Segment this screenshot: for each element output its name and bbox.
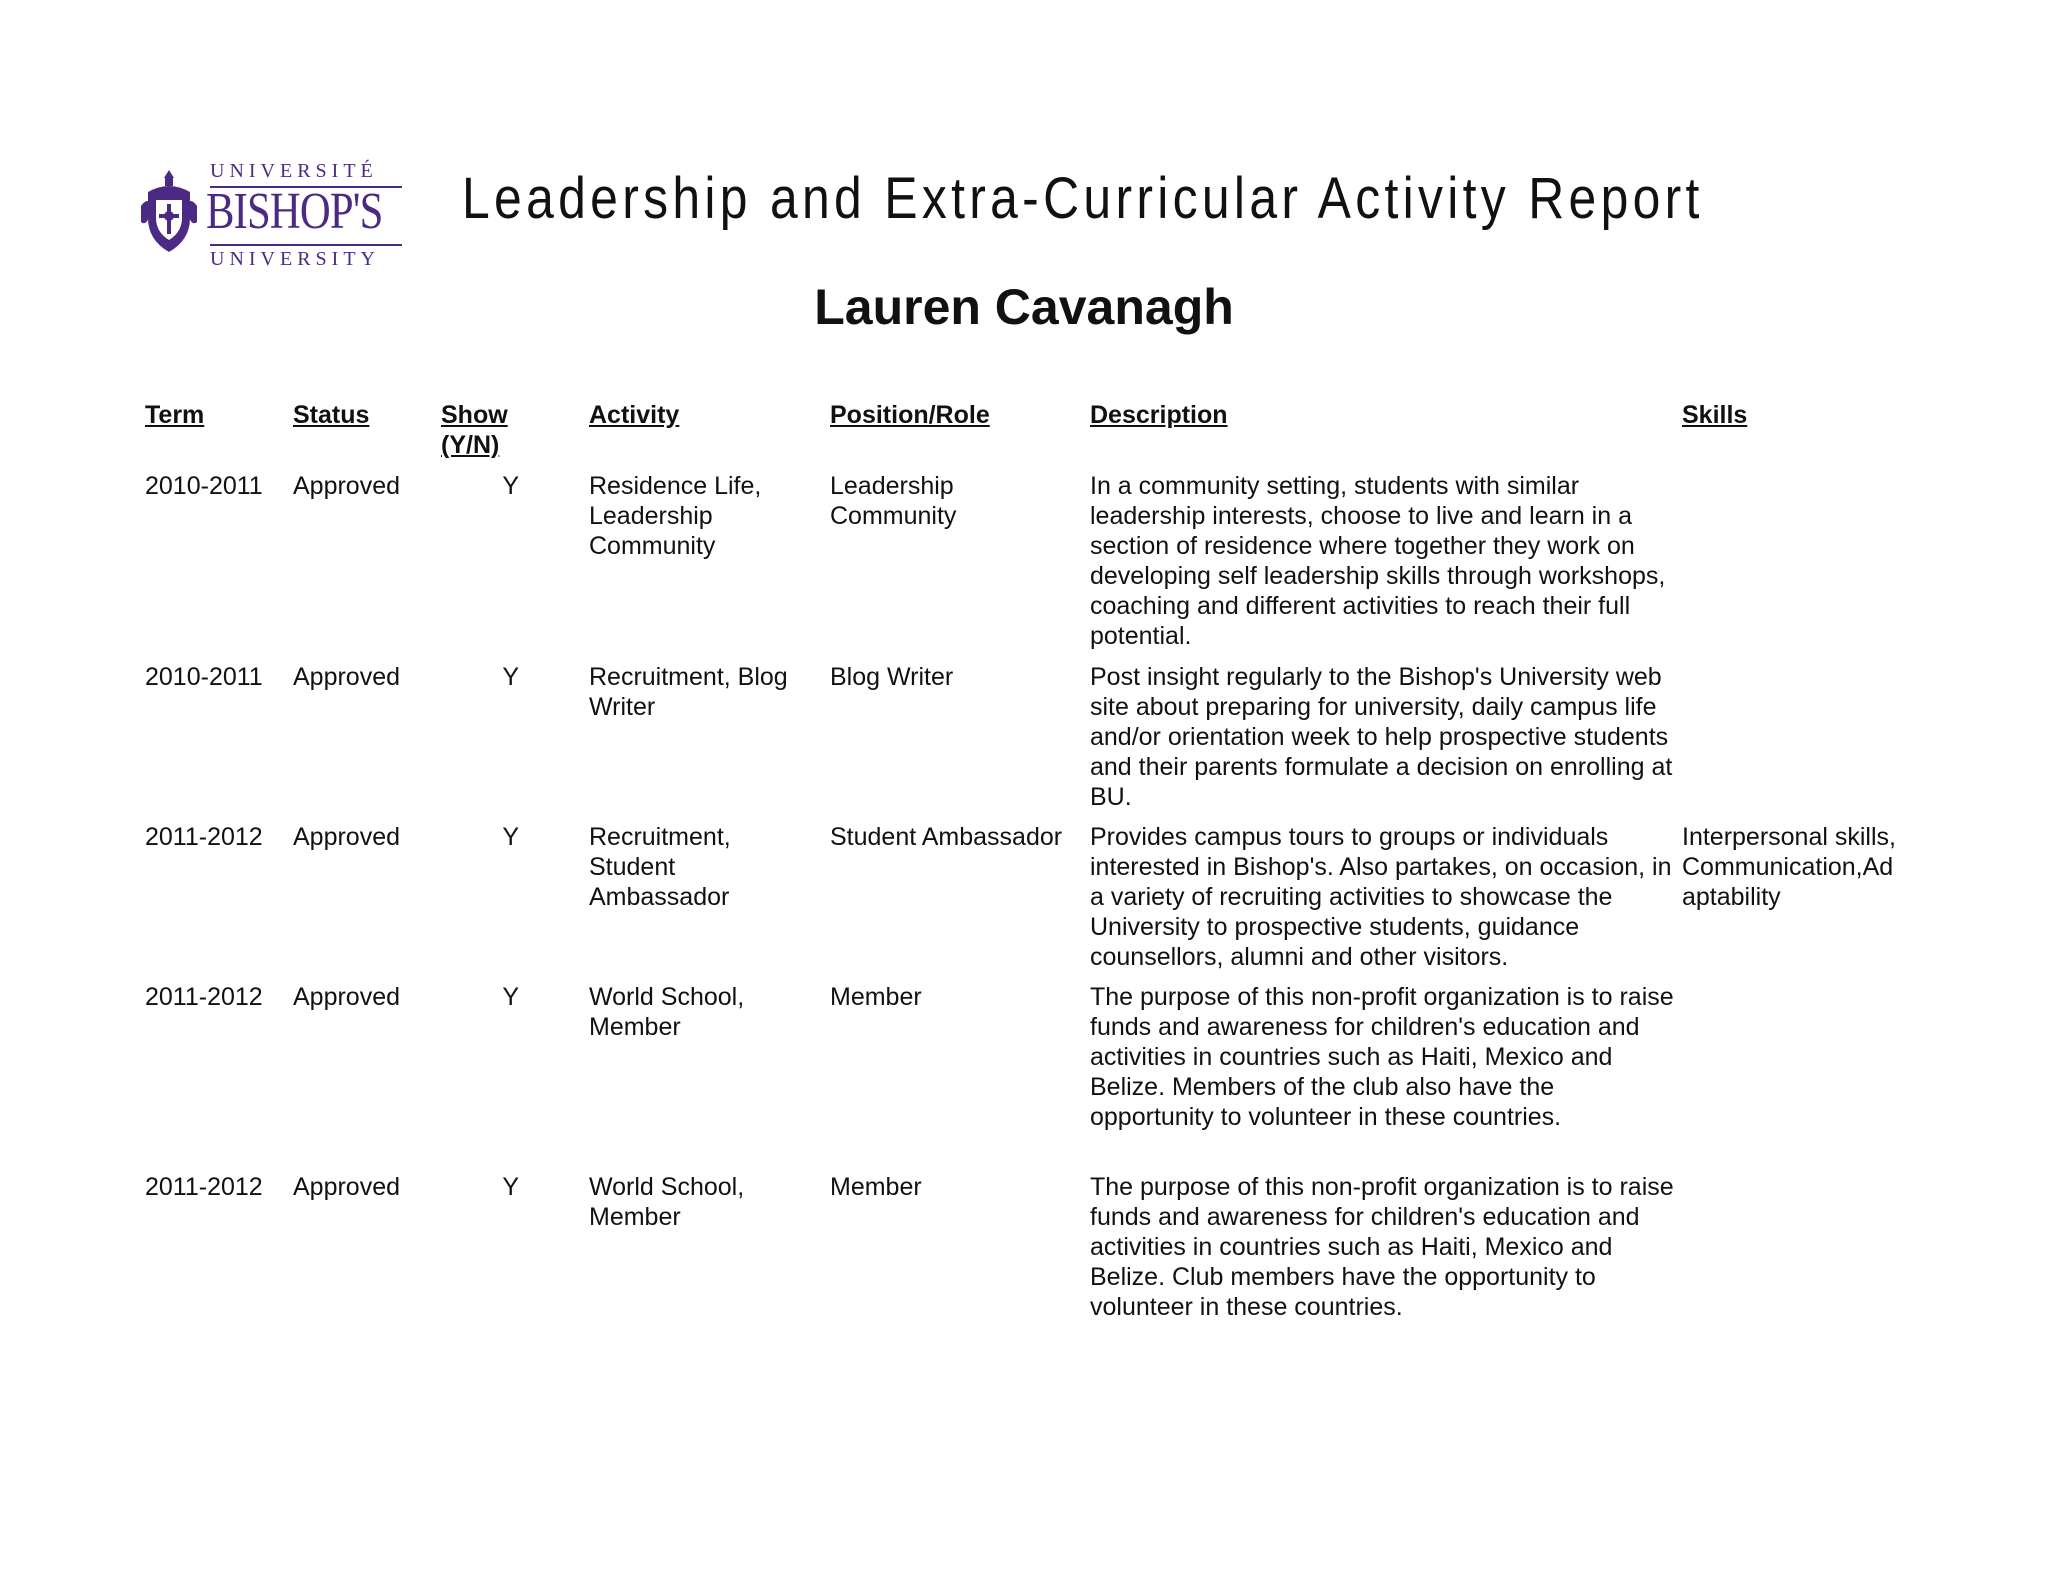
logo-rule <box>210 244 402 246</box>
cell-show: Y <box>502 472 519 500</box>
cell-status: Approved <box>293 1173 401 1201</box>
cell-activity: Recruitment, Student Ambassador <box>589 823 731 911</box>
cell-term: 2011-2012 <box>145 1173 263 1201</box>
cell-status: Approved <box>293 823 401 851</box>
cell-description: Provides campus tours to groups or individuals interested in Bishop's. Also partakes, on occasion, in a variety of recruiting activities to showcase the University to prospective students, guidance counsellors, alumni and other visitors. <box>1090 823 1672 971</box>
cell-term: 2010-2011 <box>145 663 263 691</box>
cell-activity: Recruitment, Blog Writer <box>589 663 788 721</box>
cell-status: Approved <box>293 983 401 1011</box>
report-title: Leadership and Extra-Curricular Activity Report <box>462 166 1704 231</box>
cell-status: Approved <box>293 663 401 691</box>
cell-show: Y <box>502 823 519 851</box>
cell-status: Approved <box>293 472 401 500</box>
header-skills: Skills <box>1682 401 1748 429</box>
cell-position: Member <box>830 983 922 1011</box>
cell-description: The purpose of this non-profit organization is to raise funds and awareness for children's education and activities in countries such as Haiti, Mexico and Belize. Club members have the opportunity to volunteer in these countries. <box>1090 1173 1674 1321</box>
header-status: Status <box>293 401 370 429</box>
cell-description: The purpose of this non-profit organization is to raise funds and awareness for children's education and activities in countries such as Haiti, Mexico and Belize. Members of the club also have the opportunity to volunteer in these countries. <box>1090 983 1674 1131</box>
cell-term: 2011-2012 <box>145 823 263 851</box>
cell-term: 2011-2012 <box>145 983 263 1011</box>
cell-description: In a community setting, students with similar leadership interests, choose to live and learn in a section of residence where together they work on developing self leadership skills through workshops, coaching and different activities to reach their full potential. <box>1090 472 1666 650</box>
cell-position: Leadership Community <box>830 472 957 530</box>
cell-position: Student Ambassador <box>830 823 1063 851</box>
cell-description: Post insight regularly to the Bishop's University web site about preparing for university, daily campus life and/or orientation week to help prospective students and their parents formulate a decision on enrolling at BU. <box>1090 663 1673 811</box>
cell-activity: World School, Member <box>589 1173 745 1231</box>
cell-show: Y <box>502 983 519 1011</box>
cell-show: Y <box>502 663 519 691</box>
cell-position: Blog Writer <box>830 663 954 691</box>
cell-show: Y <box>502 1173 519 1201</box>
logo-top-text: UNIVERSITÉ <box>210 160 378 182</box>
header-description: Description <box>1090 401 1228 429</box>
cell-term: 2010-2011 <box>145 472 263 500</box>
header-term: Term <box>145 401 205 429</box>
header-activity: Activity <box>589 401 680 429</box>
header-show: Show (Y/N) <box>441 401 508 459</box>
person-name: Lauren Cavanagh <box>814 279 1234 335</box>
logo-bottom-text: UNIVERSITY <box>210 248 380 270</box>
cell-skills: Interpersonal skills,Communication,Adaptability <box>1682 823 1896 911</box>
cell-position: Member <box>830 1173 922 1201</box>
header-position: Position/Role <box>830 401 990 429</box>
university-logo <box>138 158 408 274</box>
logo-main-text: BISHOP'S <box>206 183 383 240</box>
cell-activity: World School, Member <box>589 983 745 1041</box>
university-crest-icon <box>138 166 200 256</box>
cell-activity: Residence Life, Leadership Community <box>589 472 762 560</box>
